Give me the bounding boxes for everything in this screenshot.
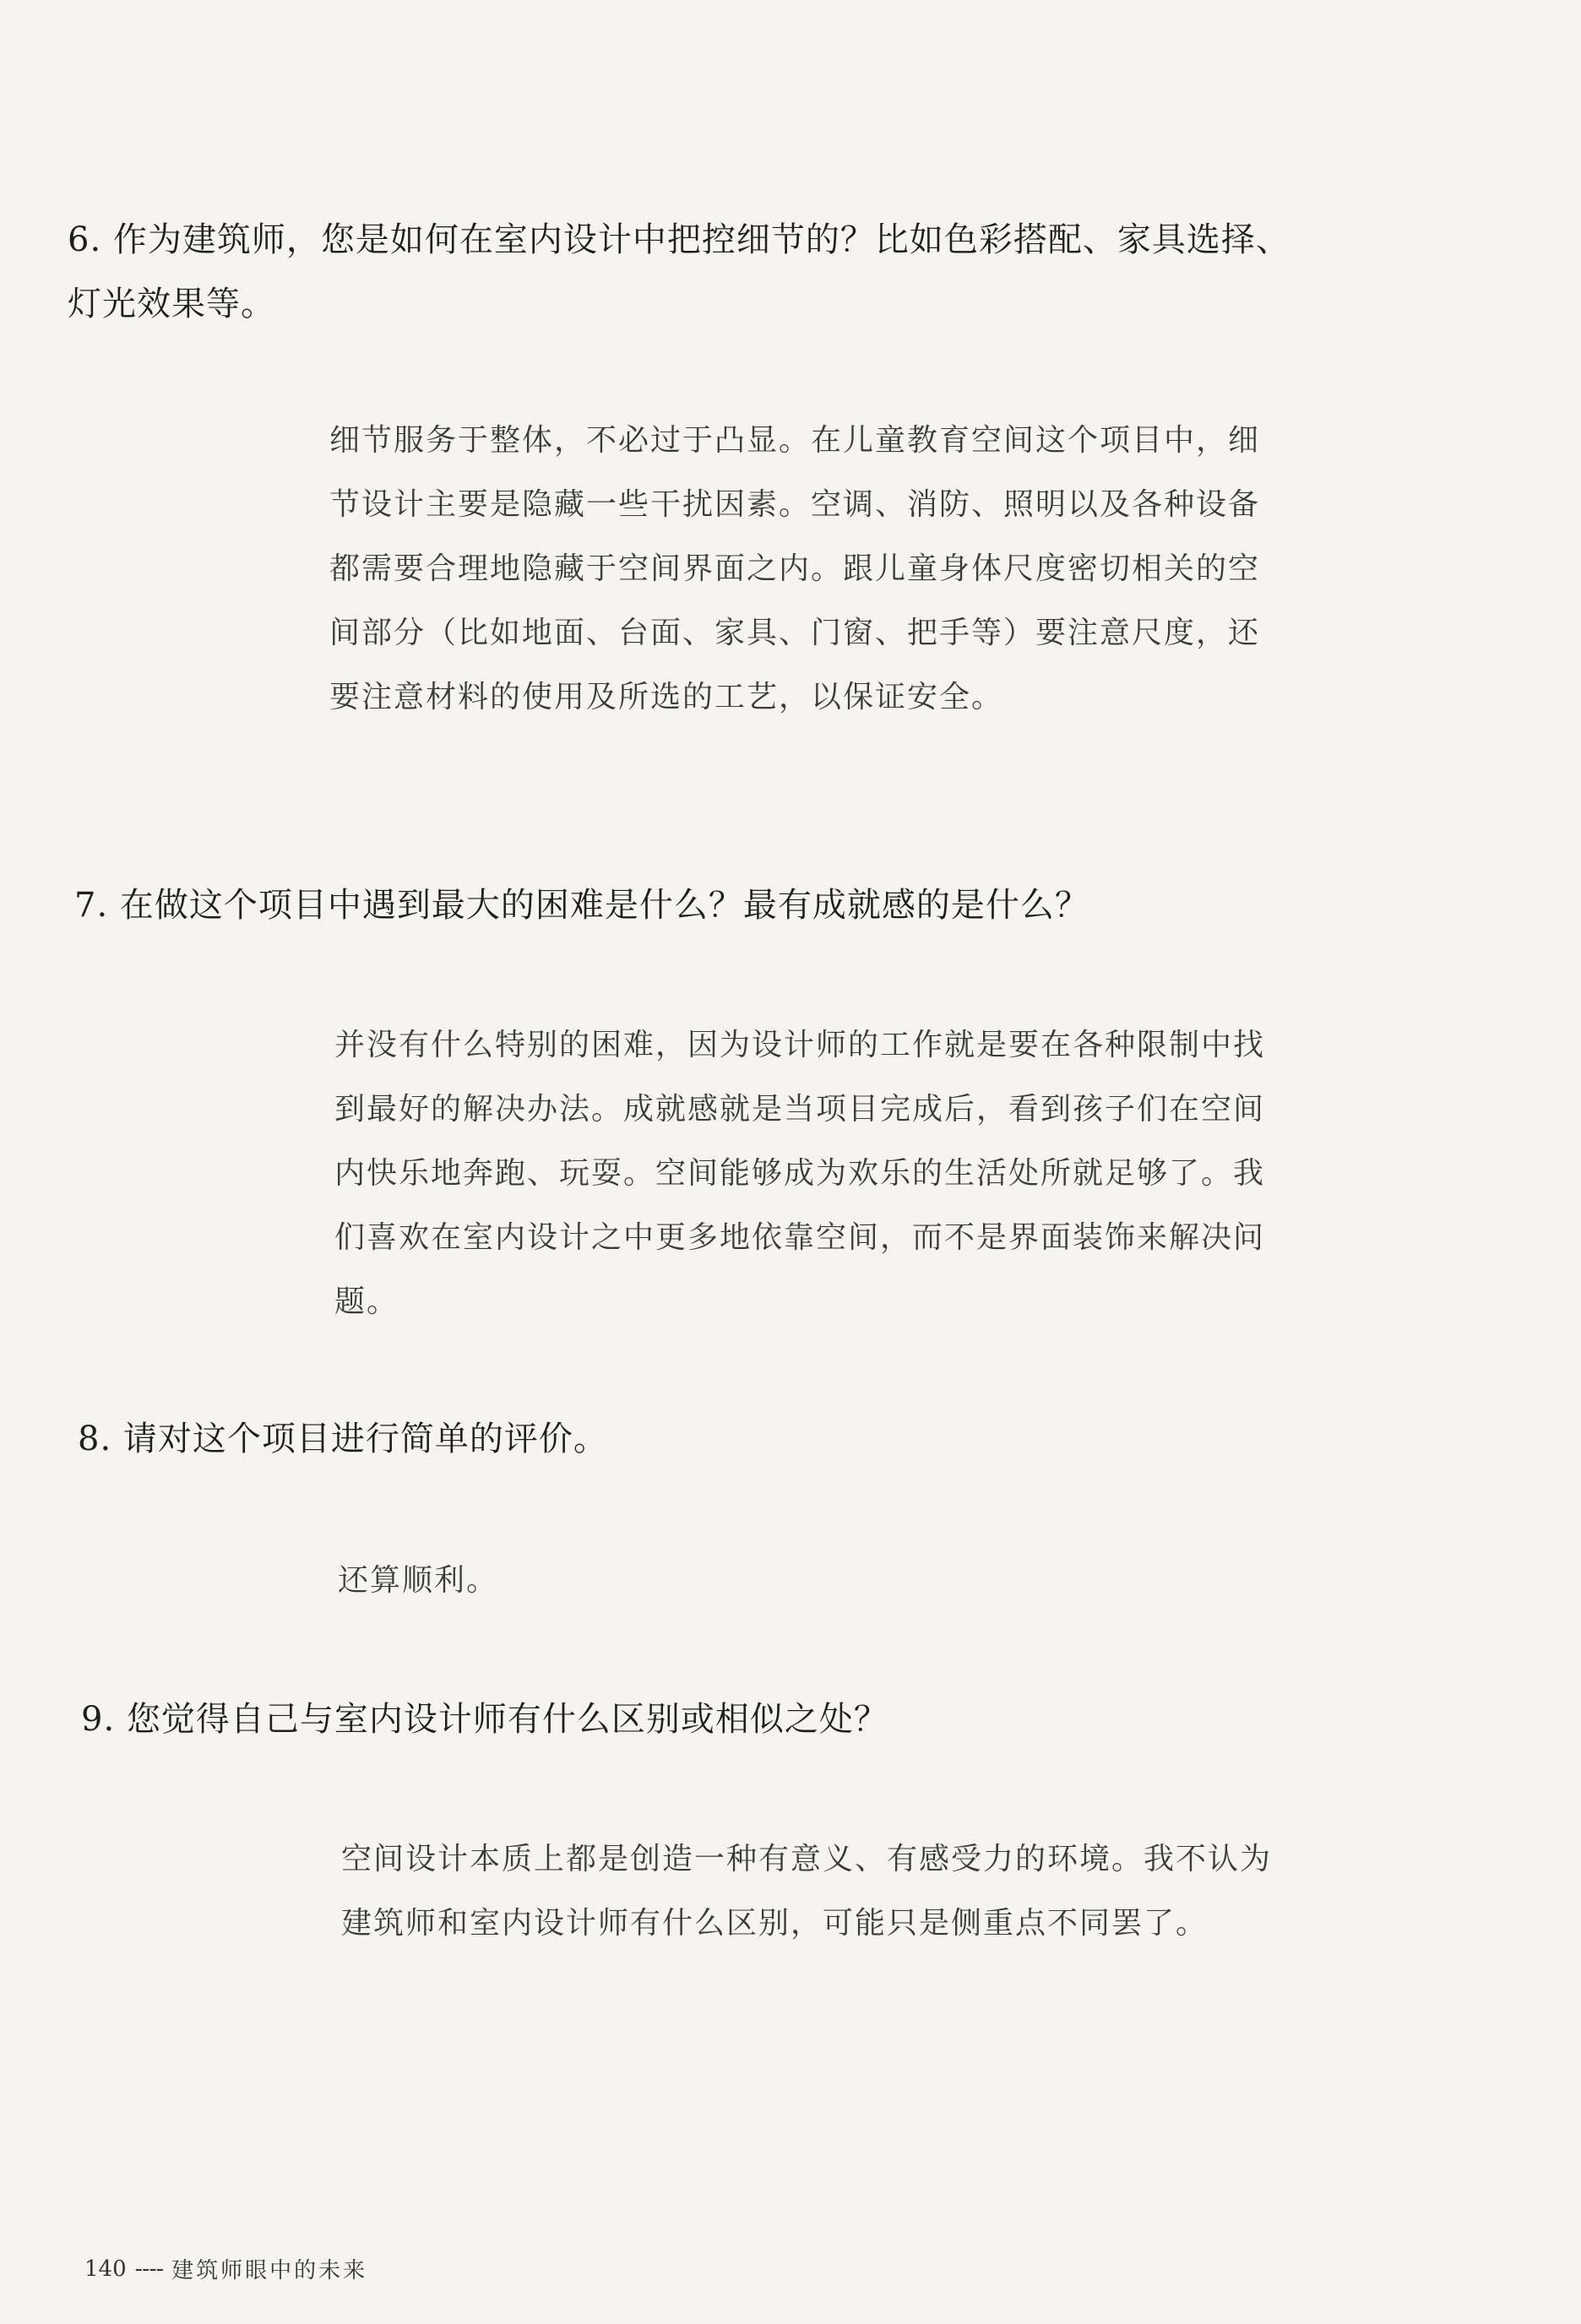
footer-separator: ---- [134,2256,164,2282]
answer-8-line-1: 还算顺利。 [338,1563,499,1598]
answer-8 [338,1549,1284,1613]
question-6-line-1: 6. 作为建筑师，您是如何在室内设计中把控细节的？比如色彩搭配、家具选择、 [68,220,1290,259]
answer-9-line-1: 空间设计本质上都是创造一种有意义、有感受力的环境。我不认为 [341,1842,1273,1876]
answer-6-line-4: 间部分（比如地面、台面、家具、门窗、把手等）要注意尺度，还 [329,616,1261,650]
answer-9-line-2: 建筑师和室内设计师有什么区别，可能只是侧重点不同罢了。 [341,1906,1209,1941]
answer-7-line-3: 内快乐地奔跑、玩耍。空间能够成为欢乐的生活处所就足够了。我 [334,1156,1266,1191]
answer-7-line-1: 并没有什么特别的困难，因为设计师的工作就是要在各种限制中找 [334,1028,1266,1062]
answer-7 [334,1013,1280,1334]
page-footer [84,2253,367,2284]
answer-7-line-4: 们喜欢在室内设计之中更多地依靠空间，而不是界面装饰来解决问 [334,1220,1266,1255]
answer-7-line-5: 题。 [334,1284,399,1319]
question-8 [78,1407,1530,1471]
question-6 [68,208,1520,336]
answer-6-line-2: 节设计主要是隐藏一些干扰因素。空调、消防、照明以及各种设备 [329,487,1261,522]
page-number: 140 [84,2256,127,2282]
question-8-line-1: 8. 请对这个项目进行简单的评价。 [78,1420,608,1458]
question-6-line-2: 灯光效果等。 [68,285,275,323]
question-9-line-1: 9. 您觉得自己与室内设计师有什么区别或相似之处？ [81,1700,888,1739]
answer-6-line-3: 都需要合理地隐藏于空间界面之内。跟儿童身体尺度密切相关的空 [329,551,1261,586]
book-title: 建筑师眼中的未来 [171,2258,368,2283]
answer-7-line-2: 到最好的解决办法。成就感就是当项目完成后，看到孩子们在空间 [334,1092,1266,1127]
question-9 [81,1687,1534,1751]
answer-9 [341,1827,1287,1956]
question-7 [74,873,1527,937]
answer-6 [329,409,1275,730]
question-7-line-1: 7. 在做这个项目中遇到最大的困难是什么？最有成就感的是什么？ [74,886,1089,925]
answer-6-line-5: 要注意材料的使用及所选的工艺，以保证安全。 [329,680,1004,714]
answer-6-line-1: 细节服务于整体，不必过于凸显。在儿童教育空间这个项目中，细 [329,423,1261,458]
